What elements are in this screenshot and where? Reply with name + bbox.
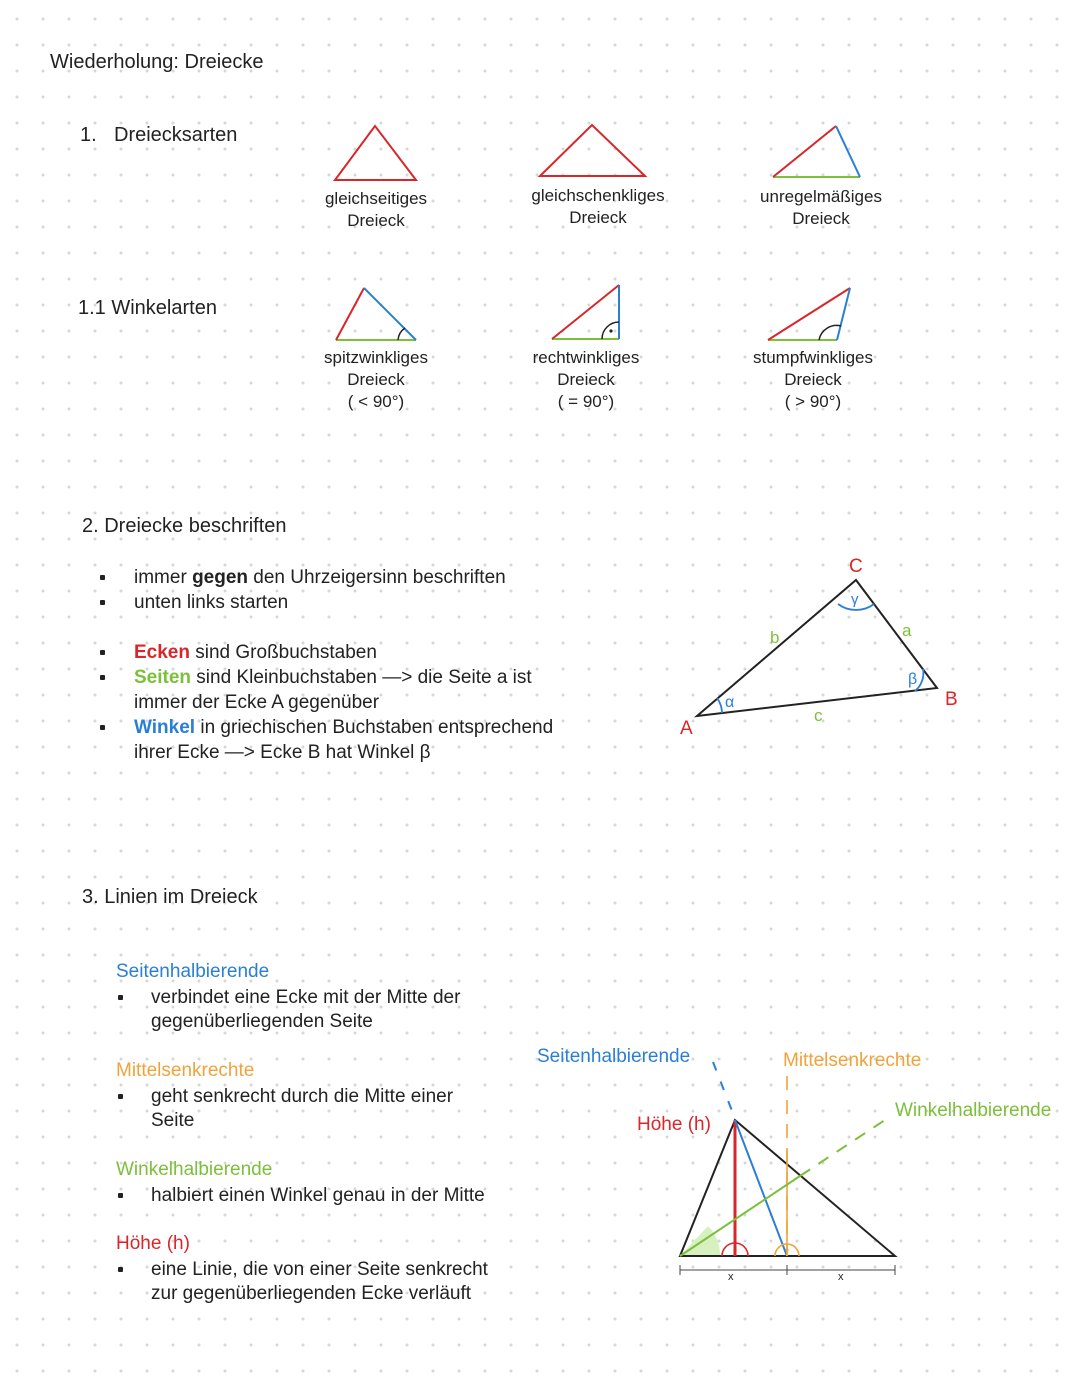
vertex-b: B <box>945 689 958 710</box>
acute-label: spitzwinkliges Dreieck ( < 90°) <box>324 348 428 411</box>
right-label: rechtwinkliges Dreieck ( = 90°) <box>532 348 640 411</box>
equilateral-label: gleichseitiges Dreieck <box>324 189 428 230</box>
angle-bisector-title: Winkelhalbierende <box>116 1159 273 1180</box>
height-desc: eine Linie, die von einer Seite senkrecht <box>151 1259 488 1280</box>
rule-counterclockwise: immer gegen den Uhrzeigersinn beschriften <box>134 567 506 588</box>
figure-label-median: Seitenhalbierende <box>537 1046 691 1067</box>
section-2-heading: 2. Dreiecke beschriften <box>82 515 287 537</box>
isosceles-label: gleichschenkliges Dreieck <box>531 186 665 227</box>
irregular-label: unregelmäßiges Dreieck <box>760 187 882 228</box>
angle-beta: β <box>908 671 918 688</box>
rule-angles: Winkel in griechischen Buchstaben entsprechend <box>134 717 554 738</box>
vertex-a: A <box>680 718 693 739</box>
figure-label-height: Höhe (h) <box>637 1114 711 1135</box>
height-title: Höhe (h) <box>116 1233 190 1254</box>
perp-bisector-desc-cont: Seite <box>151 1110 195 1131</box>
section-1-number: 1. <box>80 124 97 146</box>
rule-start-bottom-left: unten links starten <box>134 592 289 613</box>
obtuse-label: stumpfwinkliges Dreieck ( > 90°) <box>753 348 873 411</box>
figure-label-angle-bisector: Winkelhalbierende <box>895 1100 1052 1121</box>
angle-bisector-desc: halbiert einen Winkel genau in der Mitte <box>151 1185 485 1206</box>
section-1-heading: Dreiecksarten <box>114 124 238 146</box>
section-3-heading: 3. Linien im Dreieck <box>82 886 258 908</box>
height-desc-cont: zur gegenüberliegenden Ecke verläuft <box>151 1283 472 1304</box>
rule-angles-cont: ihrer Ecke —> Ecke B hat Winkel β <box>134 742 431 763</box>
angle-gamma: γ <box>851 591 859 608</box>
side-a: a <box>902 621 912 640</box>
angle-alpha: α <box>725 694 735 711</box>
side-c: c <box>814 706 823 725</box>
median-desc: verbindet eine Ecke mit der Mitte der <box>151 987 461 1008</box>
rule-sides-cont: immer der Ecke A gegenüber <box>134 692 380 713</box>
rule-sides: Seiten sind Kleinbuchstaben —> die Seite a ist <box>134 667 532 688</box>
segment-label-right: x <box>838 1271 844 1283</box>
section-1-1-heading: 1.1 Winkelarten <box>78 297 217 319</box>
rule-corners: Ecken sind Großbuchstaben <box>134 642 377 663</box>
side-b: b <box>770 628 780 647</box>
page-title: Wiederholung: Dreiecke <box>50 51 264 73</box>
perp-bisector-title: Mittelsenkrechte <box>116 1060 255 1081</box>
median-desc-cont: gegenüberliegenden Seite <box>151 1011 373 1032</box>
segment-label-left: x <box>728 1271 734 1283</box>
perp-bisector-desc: geht senkrecht durch die Mitte einer <box>151 1086 454 1107</box>
figure-label-perp-bisector: Mittelsenkrechte <box>783 1050 922 1071</box>
median-title: Seitenhalbierende <box>116 961 270 982</box>
vertex-c: C <box>849 556 863 577</box>
